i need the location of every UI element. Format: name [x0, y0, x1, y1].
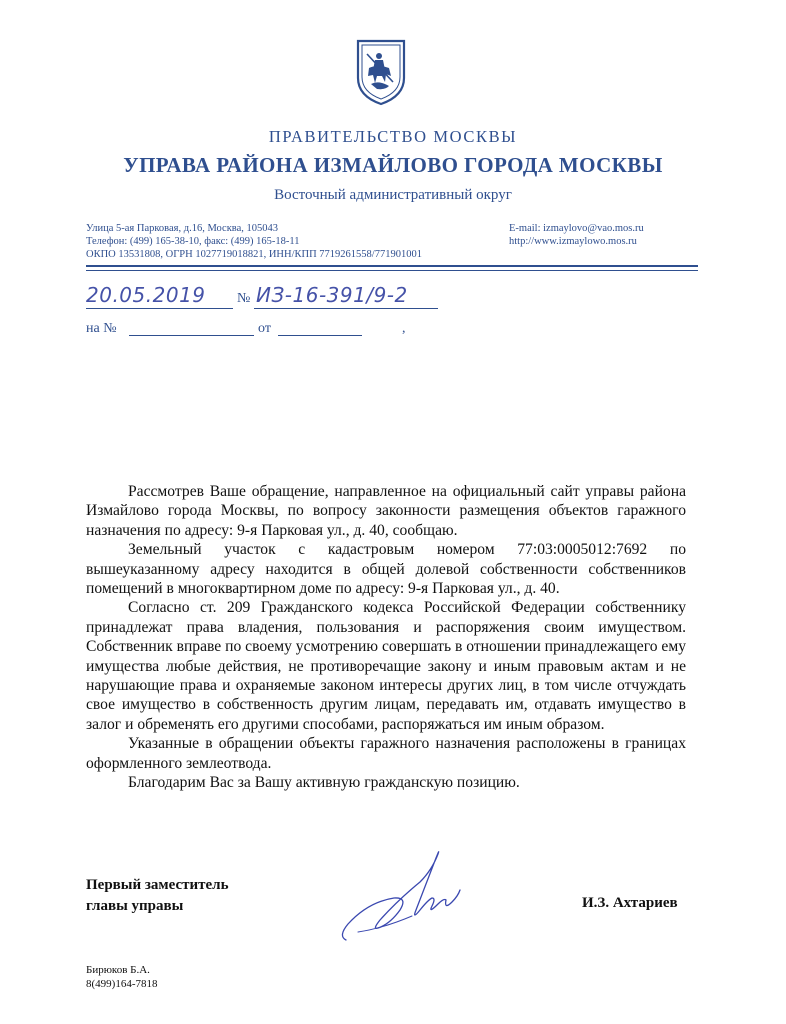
executor-phone: 8(499)164-7818: [86, 978, 158, 990]
email-line: E-mail: izmaylovo@vao.mos.ru: [509, 223, 644, 234]
header-divider-thin: [86, 270, 698, 271]
reference-date-blank: [278, 335, 362, 336]
website-line: http://www.izmaylowo.mos.ru: [509, 236, 637, 247]
reference-comma: ,: [402, 321, 406, 336]
number-label: №: [237, 291, 251, 306]
body-paragraph: Благодарим Вас за Вашу активную гражданскую позицию.: [128, 774, 520, 792]
body-paragraph: Указанные в обращении объекты гаражного назначения расположены в границах оформленного землеотвода.: [86, 735, 686, 772]
body-paragraph: Рассмотрев Ваше обращение, направленное на официальный сайт управы района Измайлово города Москвы, по вопросу законности размещения объектов гаражного назначения по адресу: 9-я Парковая ул., д. 40, сообщаю.: [86, 483, 686, 539]
codes-line: ОКПО 13531808, ОГРН 1027719018821, ИНН/КПП 7719261558/771901001: [86, 249, 422, 260]
letter-body: [86, 482, 686, 793]
number-underline: [254, 308, 438, 309]
date-underline: [86, 308, 233, 309]
signatory-position: [86, 875, 229, 917]
handwritten-date: 20.05.2019: [86, 283, 206, 307]
executor-block: [86, 963, 158, 991]
signatory-name: И.З. Ахтариев: [582, 895, 678, 911]
executor-name: Бирюков Б.А.: [86, 964, 150, 976]
government-title: ПРАВИТЕЛЬСТВО МОСКВЫ: [268, 127, 518, 146]
moscow-coat-of-arms-icon: [355, 38, 407, 106]
address-line: Улица 5-ая Парковая, д.16, Москва, 105043: [86, 223, 279, 234]
body-paragraph: Земельный участок с кадастровым номером 77:03:0005012:7692 по вышеуказанному адресу находится в общей долевой собственности собственников помещений в многоквартирном доме по адресу: 9-я Парковая ул., д. 40.: [86, 541, 686, 598]
reference-number-blank: [129, 335, 254, 336]
position-line: главы управы: [86, 898, 184, 914]
requisites-block: [86, 222, 422, 261]
district-subtitle: Восточный административный округ: [274, 187, 512, 203]
body-paragraph: Согласно ст. 209 Гражданского кодекса Российской Федерации собственнику принадлежат права владения, пользования и распоряжения своим имуществом. Собственник вправе по своему усмотрению совершать в отношении принадлежащего ему имущества любые действия, не противоречащие закону и иным правовым актам и не нарушающие права и охраняемые законом интересы других лиц, в том числе отчуждать свое имущество в собственность другим лицам, передавать им, отдавать имущество в залог и обременять его другими способами, распоряжаться им иным образом.: [86, 599, 686, 733]
header-divider: [86, 265, 698, 267]
handwritten-signature: [328, 840, 468, 955]
phone-line: Телефон: (499) 165-38-10, факс: (499) 165-18-11: [86, 236, 300, 247]
reference-date-label: от: [258, 321, 271, 336]
contacts-block: [509, 222, 644, 248]
handwritten-number: ИЗ-16-391/9-2: [256, 283, 408, 307]
position-line: Первый заместитель: [86, 877, 229, 893]
reference-number-label: на №: [86, 321, 117, 336]
organization-title: УПРАВА РАЙОНА ИЗМАЙЛОВО ГОРОДА МОСКВЫ: [123, 153, 663, 177]
